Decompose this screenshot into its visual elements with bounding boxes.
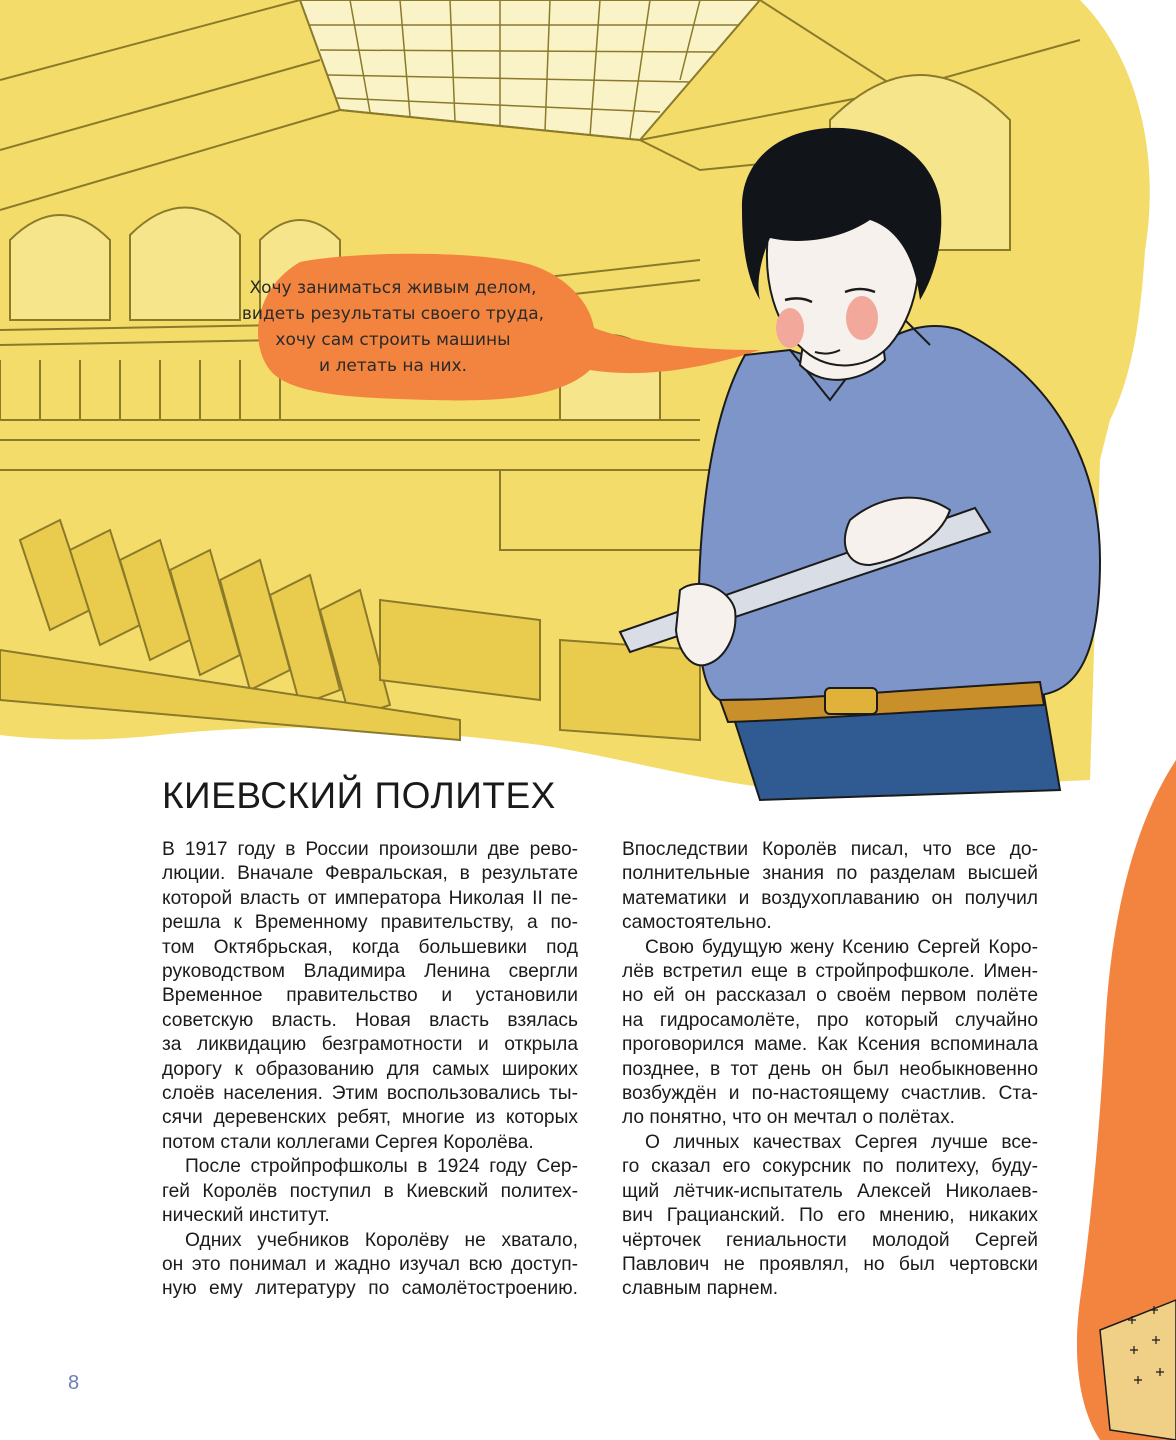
speech-line: видеть результаты своего труда, (241, 304, 545, 324)
page-title: КИЕВСКИЙ ПОЛИТЕХ (162, 775, 556, 816)
text-line: сячи деревенских ребят, многие из которых (162, 1107, 578, 1129)
text-line: которой власть от императора Николая II пе- (162, 887, 578, 909)
text-line: но ей он рассказал о своём первом полёте (622, 985, 1038, 1007)
text-line: возбуждён и по-настоящему счастлив. Ста- (622, 1083, 1038, 1105)
text-line: на гидросамолёте, про который случайно (622, 1009, 1038, 1031)
text-line: советскую власть. Новая власть взялась (162, 1009, 578, 1031)
text-line: самостоятельно. (622, 912, 772, 934)
text-line: руководством Владимира Ленина свергли (162, 961, 578, 983)
text-line: го сказал его сокурсник по политеху, буду- (622, 1156, 1038, 1178)
speech-line: хочу сам строить машины (275, 330, 511, 350)
text-line: Впоследствии Королёв писал, что все до- (622, 839, 1038, 860)
text-line: математики и воздухоплаванию он получил (622, 887, 1038, 909)
text-line: славным парнем. (622, 1278, 779, 1300)
text-line: том Октябрьская, когда большевики под (162, 936, 578, 958)
text-line: О личных качествах Сергея лучше все- (645, 1131, 1038, 1153)
text-line: щий лётчик-испытатель Алексей Николаев- (622, 1180, 1038, 1202)
text-line: Павлович не проявлял, но был чертовски (622, 1253, 1038, 1275)
text-line: лёв встретил еще в стройпрофшколе. Имен- (622, 961, 1038, 983)
text-line: ло понятно, что он мечтал о полётах. (622, 1107, 956, 1129)
text-line: потом стали коллегами Сергея Королёва. (162, 1131, 534, 1153)
left-column (162, 838, 578, 1302)
speech-line: и летать на них. (319, 356, 467, 376)
text-line: полнительные знания по разделам высшей (622, 863, 1038, 885)
text-line: дорогу к образованию для самых широких (162, 1058, 578, 1080)
text-line: После стройпрофшколы в 1924 году Сер- (185, 1156, 578, 1178)
text-line: Временное правительство и установили (162, 985, 578, 1007)
text-line: люции. Вначале Февральская, в результате (162, 863, 578, 885)
text-line: нический институт. (162, 1205, 330, 1227)
belt-buckle (825, 688, 877, 714)
cheek-right (846, 296, 878, 340)
text-line: В 1917 году в России произошли две рево- (162, 839, 578, 860)
cheek-left (776, 308, 804, 348)
text-line: за ликвидацию безграмотности и открыла (162, 1034, 578, 1056)
text-line: Свою будущую жену Ксению Сергей Коро- (645, 936, 1038, 958)
page-number: 8 (68, 1372, 80, 1394)
text-line: чёрточек гениальности молодой Сергей (622, 1229, 1038, 1251)
text-line: ную ему литературу по самолётостроению. (162, 1278, 578, 1300)
speech-bubble (241, 268, 545, 386)
text-line: слоёв населения. Этим воспользовались ты- (162, 1083, 578, 1105)
text-line: проговорился маме. Как Ксения вспоминала (622, 1034, 1038, 1056)
text-line: он это понимал и жадно изучал всю доступ- (162, 1253, 578, 1275)
text-line: гей Королёв поступил в Киевский политех- (162, 1180, 578, 1202)
text-line: решла к Временному правительству, а по- (162, 912, 578, 934)
speech-line: Хочу заниматься живым делом, (249, 278, 537, 298)
text-line: вич Грацианский. По его мнению, никаких (622, 1205, 1038, 1227)
text-line: Одних учебников Королёву не хватало, (185, 1229, 578, 1251)
text-line: позднее, в тот день он был необыкновенно (622, 1058, 1038, 1080)
right-column (622, 838, 1038, 1302)
